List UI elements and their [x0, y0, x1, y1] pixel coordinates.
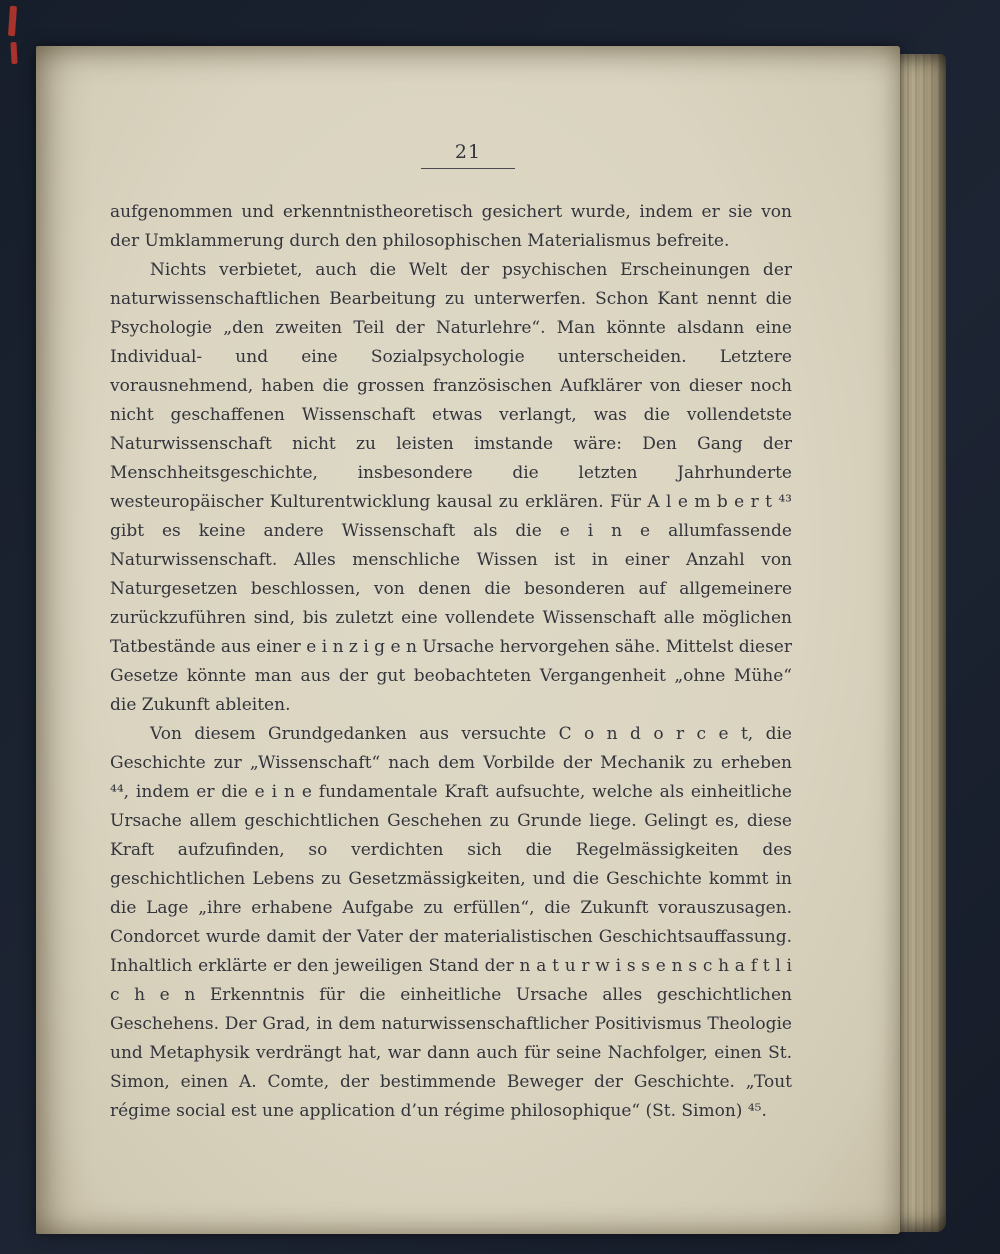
paragraph: Nichts verbietet, auch die Welt der psychischen Erscheinungen der naturwissenschaftlichen Bearbeitung zu unterwerfen. Schon Kant nennt die Psychologie „den zweiten Teil der Naturlehre“. Man könnte alsdann eine Individual- und eine Sozialpsychologie unterscheiden. Letztere vorausnehmend, haben die grossen französischen Aufklärer von dieser noch nicht geschaffenen Wissenschaft etwas verlangt, was die vollendetste Naturwissenschaft nicht zu leisten imstande wäre: Den Gang der Menschheitsgeschichte, insbesondere die letzten Jahrhunderte westeuropäischer Kulturentwicklung kausal zu erklären. Für A l e m b e r t ⁴³ gibt es keine andere Wissenschaft als die e i n e allumfassende Naturwissenschaft. Alles menschliche Wissen ist in einer Anzahl von Naturgesetzen beschlossen, von denen die besonderen auf allgemeinere zurückzuführen sind, bis zuletzt eine vollendete Wissenschaft alle möglichen Tatbestände aus einer e i n z i g e n Ursache hervorgehen sähe. Mittelst dieser Gesetze könnte man aus der gut beobachteten Vergangenheit „ohne Mühe“ die Zukunft ableiten. — [110, 260, 792, 715]
page-number: 21 — [421, 141, 515, 169]
book-page-edges — [896, 54, 946, 1232]
paragraph: Von diesem Grundgedanken aus versuchte C o n d o r c e t, die Geschichte zur „Wissenschaft“ nach dem Vorbilde der Mechanik zu erheben ⁴⁴, indem er die e i n e fundamentale Kraft aufsuchte, welche als einheitliche Ursache allem geschichtlichen Geschehen zu Grunde liege. Gelingt es, diese Kraft aufzufinden, so verdichten sich die Regelmässigkeiten des geschichtlichen Lebens zu Gesetzmässigkeiten, und die Geschichte kommt in die Lage „ihre erhabene Aufgabe zu erfüllen“, die Zukunft vorauszusagen. Condorcet wurde damit der Vater der materialistischen Geschichtsauffassung. Inhaltlich erklärte er den jeweiligen Stand der n a t u r w i s s e n s c h a f t l i c h e n Erkenntnis für die einheitliche Ursache alles geschichtlichen Geschehens. Der Grad, in dem naturwissenschaftlicher Positivismus Theologie und Metaphysik verdrängt hat, war dann auch für seine Nachfolger, einen St. Simon, einen A. Comte, der bestimmende Beweger der Geschichte. „Tout régime social est une application d’un régime philosophique“ (St. Simon) ⁴⁵. — [110, 724, 792, 1121]
page-text-block — [110, 198, 792, 1126]
red-mark — [10, 42, 17, 64]
red-mark — [8, 6, 17, 36]
page-number-container — [36, 141, 900, 169]
book-page — [36, 46, 900, 1234]
paragraph-continuation: aufgenommen und erkenntnistheoretisch gesichert wurde, indem er sie von der Umklammerung durch den philosophischen Materialismus befreite. — [110, 202, 792, 251]
